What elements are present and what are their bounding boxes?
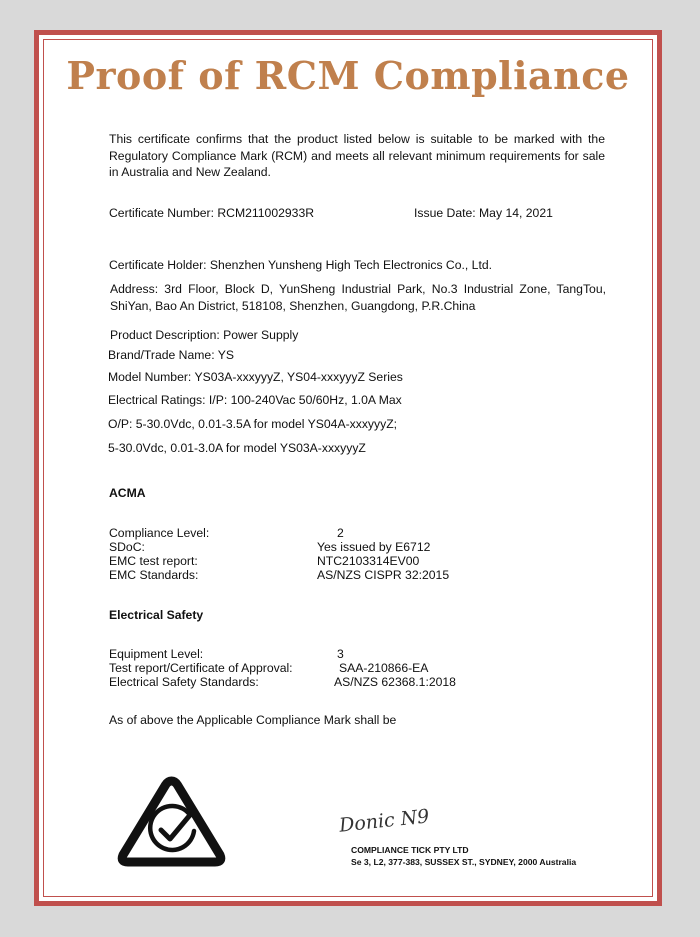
issue-date: Issue Date: May 14, 2021 xyxy=(414,206,553,220)
safety-label-equipment-level: Equipment Level: xyxy=(109,647,204,661)
acma-label-emc-standards: EMC Standards: xyxy=(109,568,199,582)
electrical-ratings-input: Electrical Ratings: I/P: 100-240Vac 50/60Hz, 1.0A Max xyxy=(108,393,402,407)
signature: Donic N9 xyxy=(338,805,431,837)
safety-label-standards: Electrical Safety Standards: xyxy=(109,675,259,689)
model-number: Model Number: YS03A-xxxyyyZ, YS04-xxxyyyZ Series xyxy=(108,370,403,384)
brand-name: Brand/Trade Name: YS xyxy=(108,348,234,362)
safety-value-test-report: SAA-210866-EA xyxy=(339,661,429,675)
acma-heading: ACMA xyxy=(109,486,146,500)
acma-label-compliance-level: Compliance Level: xyxy=(109,526,210,540)
electrical-ratings-output-1: O/P: 5-30.0Vdc, 0.01-3.5A for model YS04A-xxxyyyZ; xyxy=(108,417,398,431)
acma-value-sdoc: Yes issued by E6712 xyxy=(317,540,431,554)
acma-label-emc-test-report: EMC test report: xyxy=(109,554,198,568)
acma-value-emc-standards: AS/NZS CISPR 32:2015 xyxy=(317,568,450,582)
certificate-number: Certificate Number: RCM211002933R xyxy=(109,206,315,220)
acma-value-emc-test-report: NTC2103314EV00 xyxy=(317,554,420,568)
company-name: COMPLIANCE TICK PTY LTD xyxy=(351,845,469,855)
company-address: Se 3, L2, 377-383, SUSSEX ST., SYDNEY, 2000 Australia xyxy=(351,857,577,867)
acma-label-sdoc: SDoC: xyxy=(109,540,145,554)
rcm-mark-icon xyxy=(114,775,229,870)
holder-address: Address: 3rd Floor, Block D, YunSheng Industrial Park, No.3 Industrial Zone, TangTou, ShiYan, Bao An District, 518108, Shenzhen, Guangdong, P.R.China xyxy=(110,282,606,313)
electrical-safety-heading: Electrical Safety xyxy=(109,608,204,622)
certificate-page xyxy=(34,30,662,906)
safety-value-standards: AS/NZS 62368.1:2018 xyxy=(334,675,456,689)
certificate-holder: Certificate Holder: Shenzhen Yunsheng High Tech Electronics Co., Ltd. xyxy=(109,258,492,272)
closing-statement: As of above the Applicable Compliance Mark shall be xyxy=(109,713,397,727)
certificate-title: Proof of RCM Compliance xyxy=(66,53,630,98)
safety-label-test-report: Test report/Certificate of Approval: xyxy=(109,661,293,675)
product-description: Product Description: Power Supply xyxy=(110,328,299,342)
electrical-ratings-output-2: 5-30.0Vdc, 0.01-3.0A for model YS03A-xxxyyyZ xyxy=(108,441,366,455)
intro-paragraph: This certificate confirms that the product listed below is suitable to be marked with the Regulatory Compliance Mark (RCM) and meets all relevant minimum requirements for sale in Australia and New Zealand. xyxy=(109,132,605,179)
safety-value-equipment-level: 3 xyxy=(337,647,344,661)
acma-value-compliance-level: 2 xyxy=(337,526,344,540)
